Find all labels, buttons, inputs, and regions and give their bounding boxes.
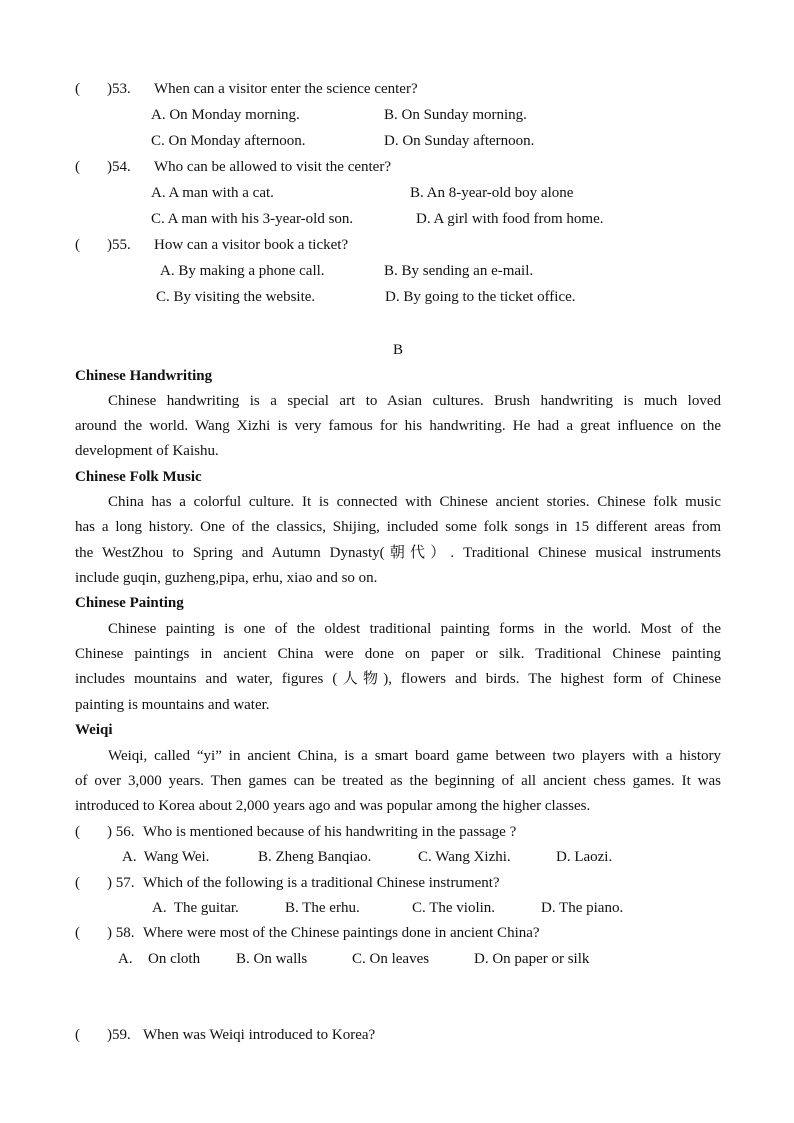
option: D. On paper or silk — [474, 951, 590, 967]
passage-line: introduced to Korea about 2,000 years ago and was popular among the higher classes. — [75, 798, 591, 814]
question-text: Who is mentioned because of his handwriting in the passage ? — [143, 824, 517, 840]
question-text: How can a visitor book a ticket? — [154, 237, 349, 253]
question-text: Where were most of the Chinese paintings done in ancient China? — [143, 925, 540, 941]
question-text: When can a visitor enter the science center? — [154, 81, 418, 97]
option: A. On Monday morning. — [151, 107, 300, 123]
answer-blank-54[interactable]: ( — [75, 159, 80, 175]
option: D. Laozi. — [556, 849, 613, 865]
answer-blank-59[interactable]: ( — [75, 1027, 80, 1043]
question-text: When was Weiqi introduced to Korea? — [143, 1027, 376, 1043]
passage-line: Chinese painting is one of the oldest traditional painting forms in the world. Most of the — [108, 621, 721, 637]
option: C. On Monday afternoon. — [151, 133, 306, 149]
question-number: )59. — [107, 1027, 131, 1043]
question-number: )54. — [107, 159, 131, 175]
question-text: Who can be allowed to visit the center? — [154, 159, 391, 175]
answer-blank-55[interactable]: ( — [75, 237, 80, 253]
option: D. On Sunday afternoon. — [384, 133, 535, 149]
passage-line: include guqin, guzheng,pipa, erhu, xiao and so on. — [75, 570, 378, 586]
passage-line: development of Kaishu. — [75, 443, 219, 459]
passage-heading: Chinese Handwriting — [75, 368, 213, 384]
section-label: B — [393, 342, 404, 358]
option: D. By going to the ticket office. — [385, 289, 576, 305]
option: A. The guitar. — [152, 900, 239, 916]
passage-line: China has a colorful culture. It is connected with Chinese ancient stories. Chinese folk music — [108, 494, 721, 510]
option: B. On Sunday morning. — [384, 107, 527, 123]
passage-line: of over 3,000 years. Then games can be treated as the beginning of all ancient chess games. It was — [75, 773, 721, 789]
option-letter: A. — [118, 951, 133, 967]
passage-line: has a long history. One of the classics, Shijing, included some folk songs in 15 different areas from — [75, 519, 721, 535]
option: C. The violin. — [412, 900, 496, 916]
passage-line: Weiqi, called “yi” in ancient China, is a smart board game between two players with a history — [108, 748, 721, 764]
option: B. On walls — [236, 951, 308, 967]
answer-blank-58[interactable]: ( — [75, 925, 80, 941]
option: C. Wang Xizhi. — [418, 849, 511, 865]
option: A. A man with a cat. — [151, 185, 274, 201]
passage-line: the WestZhou to Spring and Autumn Dynasty(朝代）. Traditional Chinese musical instruments — [75, 545, 721, 561]
answer-blank-56[interactable]: ( — [75, 824, 80, 840]
passage-heading: Chinese Painting — [75, 595, 184, 611]
option: B. By sending an e-mail. — [384, 263, 534, 279]
option: A. Wang Wei. — [122, 849, 210, 865]
option: C. By visiting the website. — [156, 289, 316, 305]
option: B. The erhu. — [285, 900, 360, 916]
passage-line: Chinese paintings in ancient China were done on paper or silk. Traditional Chinese painting — [75, 646, 721, 662]
question-number: )55. — [107, 237, 131, 253]
answer-blank-57[interactable]: ( — [75, 875, 80, 891]
question-number: ) 58. — [107, 925, 135, 941]
passage-heading: Chinese Folk Music — [75, 469, 202, 485]
question-text: Which of the following is a traditional Chinese instrument? — [143, 875, 500, 891]
passage-line: around the world. Wang Xizhi is very famous for his handwriting. He had a great influence on the — [75, 418, 721, 434]
question-number: ) 57. — [107, 875, 135, 891]
answer-blank-53[interactable]: ( — [75, 81, 80, 97]
passage-line: Chinese handwriting is a special art to Asian cultures. Brush handwriting is much loved — [108, 393, 721, 409]
option: A. By making a phone call. — [160, 263, 325, 279]
option: D. The piano. — [541, 900, 624, 916]
passage-line: includes mountains and water, figures (人物), flowers and birds. The highest form of Chinese — [75, 671, 721, 687]
passage-line: painting is mountains and water. — [75, 697, 270, 713]
passage-heading: Weiqi — [75, 722, 113, 738]
question-number: )53. — [107, 81, 131, 97]
option: B. Zheng Banqiao. — [258, 849, 372, 865]
option: D. A girl with food from home. — [416, 211, 604, 227]
option: On cloth — [148, 951, 201, 967]
question-number: ) 56. — [107, 824, 135, 840]
option: B. An 8-year-old boy alone — [410, 185, 574, 201]
option: C. On leaves — [352, 951, 430, 967]
option: C. A man with his 3-year-old son. — [151, 211, 354, 227]
